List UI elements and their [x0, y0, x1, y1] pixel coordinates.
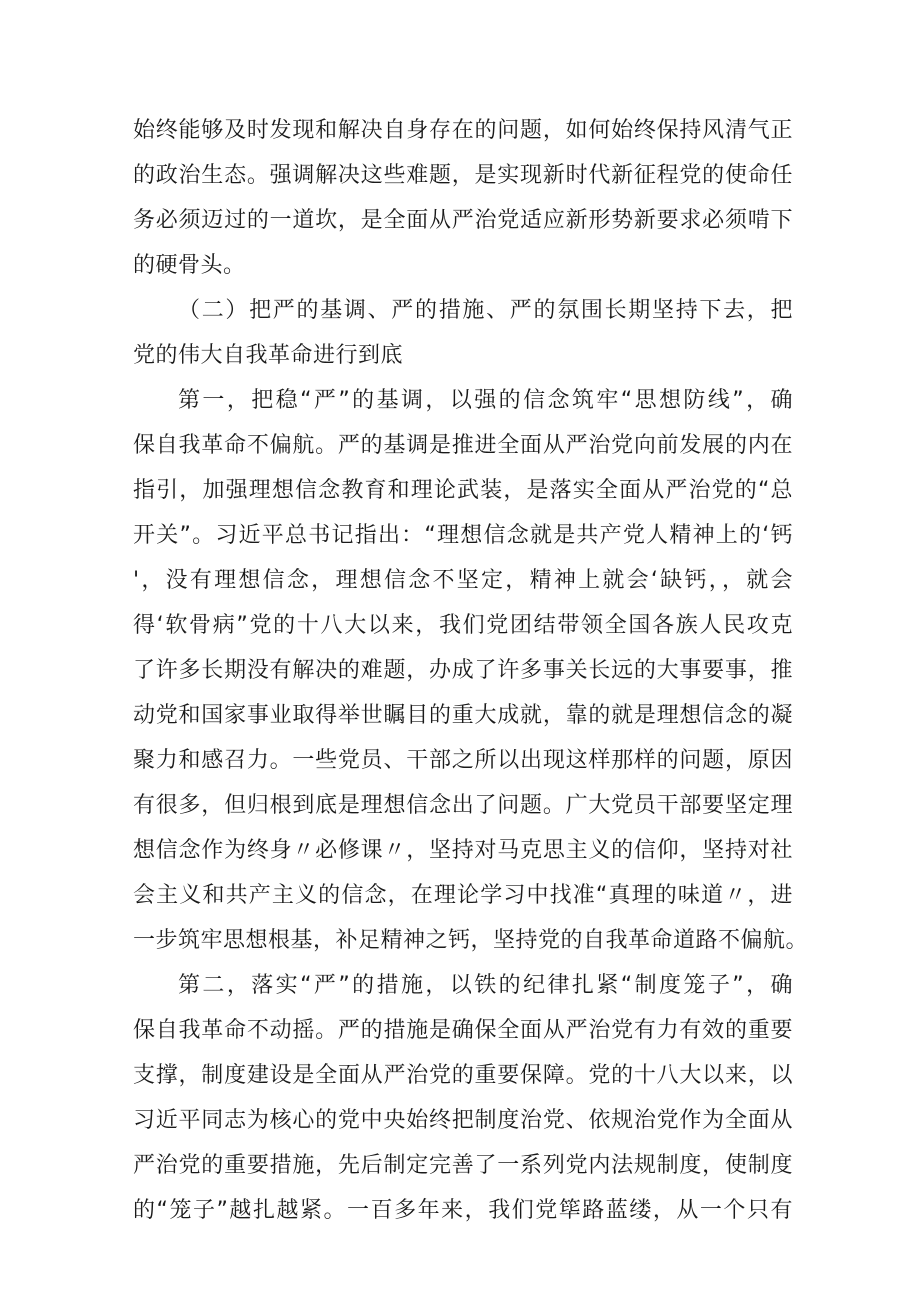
text-line: '，没有理想信念，理想信念不坚定，精神上就会‘缺钙，，就会: [133, 568, 793, 593]
text-line: 第二，落实“严”的措施，以铁的纪律扎紧“制度笼子”，确: [178, 973, 793, 998]
text-line: 保自我革命不偏航。严的基调是推进全面从严治党向前发展的内在: [133, 433, 793, 458]
text-line: 动党和国家事业取得举世瞩目的重大成就，靠的就是理想信念的凝: [133, 703, 793, 728]
text-line: 有很多，但归根到底是理想信念出了问题。广大党员干部要坚定理: [133, 793, 793, 818]
section-heading: （二）把严的基调、严的措施、严的氛围长期坚持下去，把: [178, 298, 793, 323]
text-line: 严治党的重要措施，先后制定完善了一系列党内法规制度，使制度: [133, 1153, 793, 1178]
text-line: 习近平同志为核心的党中央始终把制度治党、依规治党作为全面从: [133, 1108, 793, 1133]
text-line: 聚力和感召力。一些党员、干部之所以出现这样那样的问题，原因: [133, 748, 793, 773]
text-line: 保自我革命不动摇。严的措施是确保全面从严治党有力有效的重要: [133, 1018, 793, 1043]
text-line: 一步筑牢思想根基，补足精神之钙，坚持党的自我革命道路不偏航。: [133, 928, 809, 953]
text-line: 了许多长期没有解决的难题，办成了许多事关长远的大事要事，推: [133, 658, 793, 683]
text-line: 想信念作为终身〃必修课〃，坚持对马克思主义的信仰，坚持对社: [133, 838, 793, 863]
text-line: 指引，加强理想信念教育和理论武装，是落实全面从严治党的“总: [133, 478, 793, 503]
text-line: 的硬骨头。: [133, 253, 246, 278]
section-heading: 党的伟大自我革命进行到底: [133, 343, 404, 368]
text-line: 支撑，制度建设是全面从严治党的重要保障。党的十八大以来，以: [133, 1063, 793, 1088]
text-line: 务必须迈过的一道坎，是全面从严治党适应新形势新要求必须啃下: [133, 208, 793, 233]
text-line: 始终能够及时发现和解决自身存在的问题，如何始终保持风清气正: [133, 118, 793, 143]
text-line: 第一，把稳“严”的基调，以强的信念筑牢“思想防线”，确: [178, 388, 793, 413]
text-line: 会主义和共产主义的信念，在理论学习中找准“真理的味道〃，进: [133, 883, 793, 908]
text-line: 的政治生态。强调解决这些难题，是实现新时代新征程党的使命任: [133, 163, 793, 188]
text-line: 开关”。习近平总书记指出：“理想信念就是共产党人精神上的‘钙: [133, 523, 793, 548]
text-line: 的“笼子”越扎越紧。一百多年来，我们党筚路蓝缕，从一个只有: [133, 1198, 793, 1223]
text-line: 得‘软骨病”党的十八大以来，我们党团结带领全国各族人民攻克: [133, 613, 793, 638]
